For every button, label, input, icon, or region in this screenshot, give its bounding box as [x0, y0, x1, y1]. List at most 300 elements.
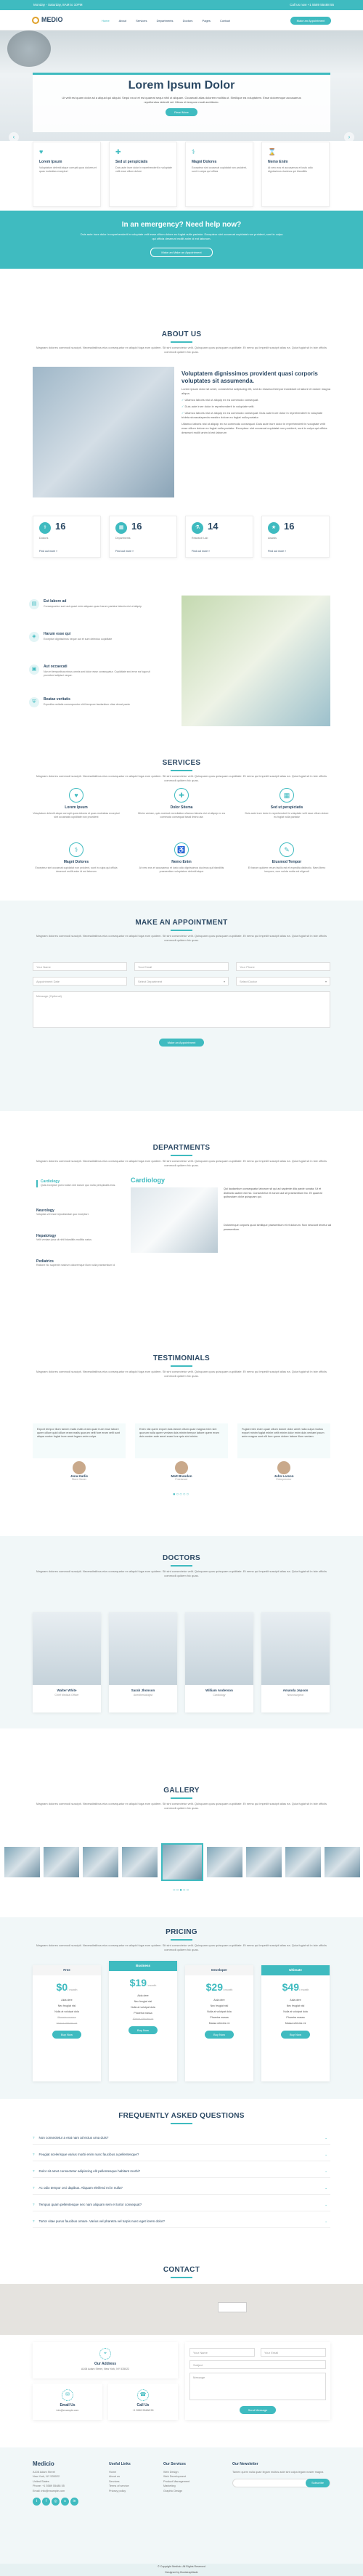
tab-neurology[interactable] [36, 1209, 116, 1216]
plan-price [185, 1981, 253, 1993]
phone-icon: ☎ [137, 2389, 149, 2401]
footer-link[interactable]: Graphic Design [163, 2489, 183, 2492]
dept-tab-title: Neurology [36, 1208, 54, 1213]
footer-link[interactable]: Services [109, 2479, 120, 2483]
plan-feature: Aida dere [290, 1999, 301, 2002]
carousel-dots[interactable]: ●○○○○ [173, 1492, 190, 1497]
contact-form [185, 2342, 330, 2420]
testimonial-name: Matt Brandon [171, 1474, 192, 1478]
heading-divider [171, 1155, 192, 1156]
chevron-down-icon: ▾ [325, 980, 327, 983]
copyright-text: © Copyright Medicio. All Rights Reserved [158, 2565, 205, 2568]
plan-period: / month [147, 1983, 157, 1987]
pricing-card [261, 1965, 330, 2081]
feature-item-title: Beatae veritatis [44, 697, 70, 702]
doctor-card [109, 1612, 177, 1712]
twitter-icon[interactable]: t [33, 2498, 41, 2506]
about-check-item: Duis aute irure dolor in reprehenderit in voluptate velit. [184, 405, 255, 408]
feature-text: At vero eos et accusamus et iusto odio dignissimos ducimus qui blanditiis [268, 166, 313, 173]
plan-features [33, 1997, 101, 2026]
service-title[interactable]: Dolor Sitema [170, 805, 193, 810]
doctor-role: Chief Medical Officer [54, 1694, 79, 1697]
faq-item[interactable] [33, 2132, 330, 2145]
department-select[interactable] [134, 977, 229, 986]
appointment-submit-wrap [0, 1039, 363, 1047]
plan-feature: Aida dere [213, 1999, 225, 2002]
plan-feature: Nec feugiat nisl [57, 2004, 76, 2007]
plan-amount: $49 [282, 1981, 299, 1993]
plan-feature: Massa ultricies mi [285, 2022, 306, 2025]
main-nav [102, 19, 239, 23]
feature-card [33, 142, 101, 207]
doctor-photo [33, 1612, 101, 1685]
appointment-heading: MAKE AN APPOINTMENT [135, 919, 228, 927]
gallery-image[interactable] [285, 1847, 321, 1877]
footer-phone: Phone: +1 5589 55488 55 [33, 2484, 65, 2487]
heartbeat-icon: ♥ [39, 148, 44, 155]
faq-item[interactable] [33, 2148, 330, 2161]
instagram-icon[interactable]: ◎ [52, 2498, 60, 2506]
hospital-image [33, 367, 174, 497]
pills-icon: ✚ [115, 148, 121, 155]
contact-name-input[interactable]: Your Name [189, 2348, 255, 2357]
doctor-card [33, 1612, 101, 1712]
footer-services-title: Our Services [163, 2462, 186, 2466]
check-icon: ✓ [182, 411, 185, 415]
call-text[interactable]: +1 5589 55488 55 [132, 2409, 154, 2412]
plan-period: / month [299, 1988, 309, 1991]
plan-feature: Massa ultricies mi [56, 2022, 78, 2025]
plan-price [261, 1981, 330, 1993]
services-header [0, 759, 363, 783]
heading-divider [171, 930, 192, 931]
plan-period: / month [68, 1988, 78, 1991]
count-label: Departments [115, 537, 131, 540]
plan-feature: Nulla at volutpat dola [131, 2006, 155, 2009]
faq-item[interactable] [33, 2198, 330, 2211]
footer-address: A108 Adam Street [33, 2470, 55, 2474]
facebook-icon[interactable]: f [42, 2498, 50, 2506]
find-more-link[interactable]: Find out more » [192, 550, 211, 553]
buy-now-button[interactable]: Buy Now [129, 2026, 158, 2034]
doctor-name: Walter White [57, 1689, 77, 1692]
dept-tab-title: Pediatrics [36, 1259, 54, 1264]
nav-contact[interactable]: Contact [220, 19, 230, 23]
faq-question: Non consectetur a erat nam at lectus urna duis? [38, 2136, 109, 2140]
gallery-intro: Magnam dolores commodi suscipit. Necessitatibus eius consequatur ex aliquid fuga eum quidem. Sit sint consectetur velit. Quisquam quos quisquam cupiditate. Et nemo qui impedit suscipit alias ea. Quia fugiat sit in iste officiis commodi quidem hic quas. [36, 1802, 327, 1810]
plan-price [109, 1977, 177, 1988]
department-select-value: Select Department [138, 980, 163, 983]
pricing-card [185, 1965, 253, 2081]
cta-text: Duis aute irure dolor in reprehenderit in voluptate velit esse cillum dolore eu fugiat nulla pariatur. Excepteur sint occaecat cupidatat non proident, sunt in culpa qui officia deserunt mollit anim id est laborum. [80, 232, 283, 240]
gallery-image-active[interactable] [161, 1843, 203, 1881]
buy-now-button[interactable]: Buy Now [281, 2031, 310, 2039]
feature-item-text: Consequuntur sunt aut quasi enim aliquam quae harum pariatur laboris nisi ut aliquip [44, 605, 142, 608]
about-title: Voluptatem dignissimos provident quasi corporis voluptates sit assumenda. [182, 370, 318, 384]
hourglass-icon: ⌛ [268, 148, 277, 155]
footer-link[interactable]: Marketing [163, 2484, 176, 2487]
copyright-bar [0, 2564, 363, 2576]
faq-header [0, 2112, 363, 2127]
service-title[interactable]: Eiusmod Tempor [272, 860, 302, 864]
emergency-cta [0, 211, 363, 269]
testimonial-name: Jena Karlis [70, 1474, 88, 1478]
pricing-card-featured [109, 1961, 177, 2081]
plan-feature: Pharetra massa [134, 2012, 152, 2015]
testimonial-role: Entrepreneur [276, 1478, 292, 1481]
map-marker-card [218, 2302, 247, 2312]
address-box [33, 2342, 178, 2378]
doctor-name: Sarah Jhonson [131, 1689, 155, 1692]
footer-links-title: Useful Links [109, 2462, 131, 2466]
nav-departments[interactable]: Departments [156, 19, 174, 23]
nav-doctors[interactable]: Doctors [182, 19, 193, 23]
about-content [182, 370, 330, 435]
services-heading: SERVICES [162, 759, 201, 767]
avatar [175, 1461, 188, 1474]
heading-divider [171, 1365, 192, 1367]
map-pin-icon: ⌖ [99, 2348, 111, 2360]
nav-home[interactable]: Home [102, 19, 110, 23]
flask-icon: ⚗ [192, 522, 203, 534]
heading-divider [171, 1939, 192, 1941]
feature-item-title: Aut occaecati [44, 665, 68, 669]
about-check-item: Ullamco laboris nisi ut aliquip ex ea commodo consequat. [184, 398, 259, 402]
gallery-heading: GALLERY [163, 1787, 200, 1795]
dept-panel-text: Qui laudantium consequatur laborum sit qui ad sapiente dila parde sonata. Ut et distinctio autem est hic. Consectetur et earum aut sit praesentium hic. Et quaerat quibusdam dolor quisquam qui. [224, 1187, 322, 1198]
footer-services-col [163, 2462, 189, 2493]
cta-button[interactable]: Make an Make an Appointment [150, 248, 212, 257]
prev-arrow-icon[interactable]: ‹ [9, 132, 19, 142]
phone-input[interactable]: Your Phone [236, 962, 330, 971]
skype-icon[interactable]: s [61, 2498, 69, 2506]
count-label: Awards [268, 537, 277, 540]
plan-amount: $29 [205, 1981, 223, 1993]
appointment-button[interactable]: Make an Appointment [290, 17, 331, 25]
plan-amount: $0 [56, 1981, 68, 1993]
dept-tab-text: Velit veniam ipsa sit nihil blanditiis mollitia natus. [36, 1238, 92, 1241]
wheelchair-icon: ♿ [174, 842, 189, 857]
doctor-select[interactable] [236, 977, 330, 986]
plan-name: Ultimate [261, 1965, 330, 1975]
address-text: A108 Adam Street, New York, NY 535022 [81, 2368, 130, 2370]
nav-pages[interactable]: Pages [202, 19, 211, 23]
feature-card [109, 142, 177, 207]
avatar [277, 1461, 290, 1474]
plan-amount: $19 [129, 1977, 147, 1988]
gallery-image[interactable] [246, 1847, 282, 1877]
service-text: Minim veniam, quis nostrud exercitation ullamco laboris nisi ut aliquip ex ea commodo consequat tarad limino ata [138, 812, 225, 818]
testimonial-card [237, 1423, 330, 1486]
cta-title: In an emergency? Need help now? [121, 221, 242, 229]
service-text: Excepteur sint occaecat cupidatat non proident, sunt in culpa qui officia deserunt mollit anim id est laborum [35, 866, 118, 873]
address-title: Our Address [94, 2362, 117, 2366]
pills-icon: ✚ [174, 788, 189, 803]
faq-question: Tempus quam pellentesque nec nam aliquam sem et tortor consequat? [38, 2203, 142, 2206]
heading-divider [171, 2123, 192, 2124]
count-number: 16 [131, 521, 142, 532]
doctor-card [185, 1612, 253, 1712]
count-card [33, 516, 101, 558]
feature-item-text: Non et temporibus minus omnis sed dolor esse consequatur. Cupiditate sed error ea fuga sit provident adipisci neque. [44, 670, 150, 677]
find-more-link[interactable]: Find out more » [39, 550, 58, 553]
logo-icon [32, 17, 39, 24]
chevron-down-icon: ⌄ [325, 2136, 327, 2140]
send-message-button[interactable]: Send Message [240, 2406, 277, 2414]
help-icon: ? [33, 2136, 35, 2140]
service-item [243, 788, 330, 819]
plan-feature: Massa ultricies mi [208, 2022, 230, 2025]
testimonial-card [33, 1423, 126, 1486]
chevron-down-icon: ▾ [223, 980, 225, 983]
credit-text: Designed by BootstrapMade [165, 2571, 198, 2574]
make-appointment-button[interactable]: Make an Appointment [159, 1039, 205, 1047]
plan-feature: Pharetra massa [210, 2016, 229, 2019]
heading-divider [171, 2277, 192, 2278]
footer-links-col [109, 2462, 131, 2493]
shield-icon: ⛨ [29, 697, 39, 707]
pricing-heading: PRICING [166, 1928, 197, 1936]
feature-title[interactable]: Sed ut perspiciatis [115, 160, 148, 164]
footer-newsletter-col [232, 2462, 330, 2487]
call-title: Call Us [136, 2403, 150, 2408]
plan-feature: Nulla at volutpat dola [207, 2010, 232, 2013]
departments-heading: DEPARTMENTS [152, 1144, 211, 1152]
faq-question: Dolor sit amet consectetur adipiscing elit pellentesque habitant morbi? [38, 2169, 141, 2173]
faq-item[interactable] [33, 2215, 330, 2228]
plan-features [185, 1997, 253, 2026]
gallery-image[interactable] [122, 1847, 158, 1877]
footer-link[interactable]: Product Management [163, 2479, 190, 2483]
service-title[interactable]: Lorem Ipsum [65, 805, 88, 810]
heading-divider [171, 1797, 192, 1799]
feature-item-title: Est labore ad [44, 599, 67, 604]
plan-period: / month [223, 1988, 233, 1991]
chevron-down-icon: ⌄ [325, 2186, 327, 2190]
tab-hepatology[interactable] [36, 1235, 116, 1242]
call-box [108, 2384, 178, 2420]
plan-feature: Nec feugiat nisl [134, 2000, 152, 2003]
gallery-image[interactable] [207, 1847, 242, 1877]
send-wrap [185, 2406, 330, 2414]
doctor-name: Amanda Jepson [282, 1689, 309, 1692]
feature-item-title: Harum esse qui [44, 632, 71, 636]
email-input[interactable]: Your Email [134, 962, 229, 971]
hero-image [7, 31, 51, 67]
service-item [138, 842, 225, 874]
plan-feature: Aida dere [137, 1994, 149, 1997]
feature-title[interactable]: Lorem Ipsum [39, 160, 62, 164]
feature-title[interactable]: Magni Dolores [192, 160, 217, 164]
count-number: 14 [208, 521, 219, 532]
next-arrow-icon[interactable]: › [344, 132, 354, 142]
appointment-intro: Magnam dolores commodi suscipit. Necessitatibus eius consequatur ex aliquid fuga eum quidem. Sit sint consectetur velit. Quisquam quos quisquam cupiditate. Et nemo qui impedit suscipit alias ea. Quia fugiat sit in iste officiis commodi quidem hic quas. [36, 934, 327, 942]
plan-feature: Pharetra massa [286, 2016, 305, 2019]
footer-newsletter-text: Tamen quem nulla quae legam multos aute sint culpa legam noster magna [232, 2470, 324, 2474]
doctor-role: Cardiology [213, 1694, 226, 1697]
pricing-header [0, 1928, 363, 1952]
buy-now-button[interactable]: Buy Now [52, 2031, 81, 2039]
contact-message-textarea[interactable]: Message [189, 2373, 326, 2400]
count-label: Doctors [39, 537, 49, 540]
doctor-role: Anesthesiologist [133, 1694, 153, 1697]
service-title[interactable]: Nemo Enim [171, 860, 192, 864]
hero-text: Ut velit est quam dolor ad a aliquid qui aliquid. Sequi ea ut et est quaerat sequi nihil ut aliquam. Occaecati alias dolorem mollitia ut. Similique ea voluptatem. Esse doloremque accusamus repellendus deleniti vel. Minus et tempore modi architecto. [62, 96, 301, 104]
service-title[interactable]: Sed ut perspiciatis [270, 805, 303, 810]
dept-tab-text: Quis excepturi porro totam sint earum quo nulla perspiciatis eius. [41, 1184, 116, 1187]
testimonial-quote: Enim nisi quem export duis labore cillum quae magna enim sint quorum nulla quem veniam duis minim tempor labore quem eram duis noster aute amet eram fore quis sint minim. [135, 1423, 228, 1458]
count-card [109, 516, 177, 558]
hero-title: Lorem Ipsum Dolor [128, 79, 235, 92]
thermometer-icon: ⚕ [192, 148, 195, 155]
map[interactable] [0, 2284, 363, 2335]
footer-newsletter-title: Our Newsletter [232, 2462, 258, 2466]
cube-icon: ◈ [29, 632, 39, 642]
plan-feature: Pharetra massa [57, 2016, 76, 2019]
logo[interactable] [32, 16, 63, 24]
name-input[interactable]: Your Name [33, 962, 127, 971]
service-item [243, 842, 330, 874]
testimonial-role: Freelancer [175, 1478, 188, 1481]
doctor-photo [261, 1612, 330, 1685]
service-item [33, 842, 120, 874]
faq-item[interactable] [33, 2165, 330, 2178]
service-item [138, 788, 225, 819]
gallery-header [0, 1787, 363, 1811]
help-icon: ? [33, 2153, 35, 2156]
doctor-select-value: Select Doctor [240, 980, 258, 983]
gallery-image[interactable] [325, 1847, 360, 1877]
plan-name: Developer [185, 1965, 253, 1975]
gallery-image[interactable] [44, 1847, 79, 1877]
email-box [33, 2384, 102, 2420]
images-icon: ▣ [29, 665, 39, 675]
nav-services[interactable]: Services [136, 19, 147, 23]
tab-pediatrics[interactable] [36, 1260, 116, 1267]
contact-email-input[interactable]: Your Email [261, 2348, 326, 2357]
feature-card [185, 142, 253, 207]
footer [0, 2447, 363, 2564]
plan-name: Free [33, 1965, 101, 1975]
chevron-down-icon: ⌄ [325, 2203, 327, 2206]
find-more-link[interactable]: Find out more » [115, 550, 134, 553]
hospital-icon: ▦ [115, 522, 127, 534]
footer-brand-col [33, 2462, 80, 2506]
gallery-image[interactable] [4, 1847, 40, 1877]
tab-cardiology[interactable] [36, 1180, 116, 1187]
appointment-header [0, 919, 363, 943]
faq-question: Tortor vitae purus faucibus ornare. Varius vel pharetra vel turpis nunc eget lorem dolor? [38, 2219, 166, 2223]
buy-now-button[interactable]: Buy Now [205, 2031, 234, 2039]
feature-title[interactable]: Nemo Enim [268, 160, 288, 164]
award-icon: ★ [268, 522, 280, 534]
footer-link[interactable]: Terms of service [109, 2484, 129, 2487]
plan-feature: Aida dere [61, 1999, 73, 2002]
plan-feature: Nulla at volutpat dola [54, 2010, 79, 2013]
find-more-link[interactable]: Find out more » [268, 550, 287, 553]
gallery-image[interactable] [83, 1847, 118, 1877]
site-header [0, 10, 363, 31]
email-text[interactable]: info@example.com [56, 2409, 79, 2412]
departments-header [0, 1144, 363, 1168]
service-item [33, 788, 120, 819]
avatar [73, 1461, 86, 1474]
plan-feature: Massa ultricies mi [132, 2018, 154, 2020]
feature-text: Duis aute irure dolor in reprehenderit in voluptate velit esse cillum dolore [115, 166, 172, 173]
feature-text: Voluptatum deleniti atque corrupti quos dolores et quas molestias excepturi [39, 166, 97, 173]
about-closing: Ullamco laboris nisi ut aliquip ex ea commodo consequat. Duis aute irure dolor in reprehenderit in voluptate velit esse cillum dolore eu fugiat nulla pariatur. Excepteur sint occaecat cupidatat non proident, sunt in culpa qui officia deserunt mollit anim id est laborum [182, 422, 327, 434]
pricing-card [33, 1965, 101, 2081]
contact-subject-input[interactable]: Subject [189, 2360, 326, 2369]
about-heading: ABOUT US [161, 330, 202, 338]
feature-card [261, 142, 330, 207]
email-title: Email Us [60, 2403, 76, 2408]
dept-panel-title: Cardiology [131, 1177, 166, 1184]
about-header [0, 330, 363, 354]
phone-text: Call us now +1 5589 55488 55 [290, 3, 334, 7]
contact-header [0, 2266, 363, 2281]
doctor-card [261, 1612, 330, 1712]
gallery-dots[interactable]: ○○●○○ [173, 1888, 190, 1893]
dna-icon: ⚕ [69, 842, 83, 857]
nav-about[interactable]: About [118, 19, 127, 23]
count-number: 16 [55, 521, 66, 532]
testimonial-name: John Larson [274, 1474, 294, 1478]
footer-link[interactable]: Privacy policy [109, 2489, 126, 2492]
faq-heading: FREQUENTLY ASKED QUESTIONS [118, 2112, 245, 2120]
brand-name: MEDIO [41, 16, 63, 23]
faq-item[interactable] [33, 2182, 330, 2195]
testimonials-intro: Magnam dolores commodi suscipit. Necessitatibus eius consequatur ex aliquid fuga eum quidem. Sit sint consectetur velit. Quisquam quos quisquam cupiditate. Et nemo qui impedit suscipit alias ea. Quia fugiat sit in iste officiis commodi quidem hic quas. [36, 1370, 327, 1378]
read-more-button[interactable]: Read More [166, 108, 197, 116]
hospital-icon: ▦ [280, 788, 294, 803]
linkedin-icon[interactable]: in [70, 2498, 78, 2506]
stethoscope-image [131, 1187, 218, 1253]
faq-question: Feugiat scelerisque varius morbi enim nunc faucibus a pellentesque? [38, 2153, 139, 2156]
faq-question: Ac odio tempor orci dapibus. Aliquam eleifend mi in nulla? [38, 2186, 123, 2190]
testimonial-quote: Export tempor illum tamen malis malis eram quae irure esse labore quem cillum quid cillum eram malis quorum velit fore eram velit sunt aliqua noster fugiat irure amet legam anim culpa. [33, 1423, 126, 1458]
plan-name: Business [109, 1961, 177, 1971]
subscribe-button[interactable]: Subscribe [306, 2479, 330, 2487]
hero-box [33, 73, 330, 132]
about-text: Lorem ipsum dolor sit amet, consectetur adipiscing elit, sed do eiusmod tempor incididunt ut labore et dolore magna aliqua. [182, 387, 330, 395]
feature-text: Excepteur sint occaecat cupidatat non proident, sunt in culpa qui officia [192, 166, 247, 173]
heading-divider [171, 341, 192, 343]
help-icon: ? [33, 2186, 35, 2190]
lab-image [182, 596, 330, 726]
footer-country: United States [33, 2479, 49, 2483]
doctor-icon: ⚕ [39, 522, 51, 534]
date-input[interactable]: Appointment Date [33, 977, 127, 986]
help-icon: ? [33, 2203, 35, 2206]
newsletter-input[interactable] [232, 2479, 330, 2487]
doctor-photo [109, 1612, 177, 1685]
testimonials-heading: TESTIMONIALS [152, 1354, 211, 1362]
footer-link[interactable]: Web Development [163, 2475, 187, 2478]
check-icon: ✓ [182, 405, 185, 408]
contact-heading: CONTACT [163, 2266, 200, 2274]
service-title[interactable]: Magni Dolores [63, 860, 89, 864]
dept-tab-text: Ratione hic sapiente nostrum doloremque illum nulla praesentium id [36, 1264, 115, 1267]
footer-link[interactable]: About us [109, 2475, 120, 2478]
departments-intro: Magnam dolores commodi suscipit. Necessitatibus eius consequatur ex aliquid fuga eum quidem. Sit sint consectetur velit. Quisquam quos quisquam cupiditate. Et nemo qui impedit suscipit alias ea. Quia fugiat sit in iste officiis commodi quidem hic quas. [36, 1159, 327, 1167]
footer-link[interactable]: Web Design [163, 2470, 179, 2474]
envelope-icon: ✉ [62, 2389, 73, 2401]
message-textarea[interactable]: Message (Optional) [33, 991, 330, 1028]
help-icon: ? [33, 2169, 35, 2173]
service-text: At vero eos et accusamus et iusto odio dignissimos ducimus qui blanditiis praesentium voluptatum deleniti atque [139, 866, 224, 873]
footer-link[interactable]: Home [109, 2470, 117, 2474]
